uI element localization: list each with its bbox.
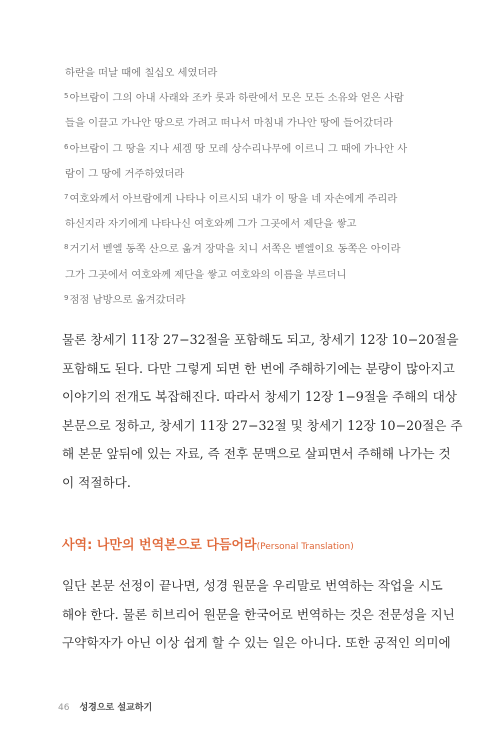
verse-text: 들을 이끌고 가나안 땅으로 가려고 떠나서 마침내 가나안 땅에 들어갔더라 <box>65 117 393 130</box>
book-title: 성경으로 설교하기 <box>79 703 153 713</box>
paragraph-line: 구약학자가 아닌 이상 쉽게 할 수 있는 일은 아니다. 또한 공적인 의미에 <box>62 635 451 651</box>
paragraph-line: 물론 창세기 11장 27−32절을 포함해도 되고, 창세기 12장 10−20절을 <box>62 332 459 347</box>
verse-text: 하란을 떠날 때에 칠십오 세였더라 <box>65 67 218 79</box>
paragraph-line: 포함해도 된다. 다만 그렇게 되면 한 번에 주해하기에는 분량이 많아지고 <box>62 360 455 376</box>
verse-number: 9 <box>64 293 69 302</box>
section-heading-english: (Personal Translation) <box>256 542 354 552</box>
verse-line <box>64 262 444 287</box>
verse-line <box>64 136 444 161</box>
paragraph-line: 이 적절하다. <box>62 474 131 490</box>
verse-line <box>64 236 444 261</box>
verse-number: 6 <box>64 142 69 151</box>
paragraph-line: 본문으로 정하고, 창세기 11장 27−32절 및 창세기 12장 10−20절은 주 <box>62 417 463 433</box>
paragraph-line: 해 본문 앞뒤에 있는 자료, 즉 전후 문맥으로 살피면서 주해해 나가는 것 <box>62 446 451 462</box>
paragraph-line: 해야 한다. 물론 히브리어 원문을 한국어로 번역하는 것은 전문성을 지닌 <box>62 606 455 622</box>
body-paragraph <box>62 326 463 498</box>
verse-line <box>64 85 444 110</box>
verse-line <box>64 161 444 186</box>
verse-text: 람이 그 땅에 거주하였더라 <box>65 167 185 180</box>
verse-line <box>64 110 444 135</box>
verse-text: 하신지라 자기에게 나타나신 여호와께 그가 그곳에서 제단을 쌓고 <box>65 218 357 231</box>
verse-text: 그가 그곳에서 여호와께 제단을 쌓고 여호와의 이름을 부르더니 <box>65 268 347 281</box>
paragraph-line: 이야기의 전개도 복잡해진다. 따라서 창세기 12장 1−9절을 주해의 대상 <box>62 389 457 405</box>
verse-line <box>64 287 444 312</box>
verse-line <box>64 60 444 85</box>
verse-line <box>64 211 444 236</box>
verse-number: 7 <box>64 193 69 202</box>
verse-number: 8 <box>64 243 69 252</box>
section-heading <box>62 534 354 553</box>
paragraph-line: 일단 본문 선정이 끝나면, 성경 원문을 우리말로 번역하는 작업을 시도 <box>62 578 443 593</box>
verse-line <box>64 186 444 211</box>
page-number: 46 <box>58 703 70 713</box>
verse-text: 아브람이 그의 아내 사래와 조카 롯과 하란에서 모은 모든 소유와 얻은 사람 <box>69 92 404 105</box>
page-footer <box>58 700 152 713</box>
verse-text: 점점 남방으로 옮겨갔더라 <box>69 293 186 306</box>
verse-text: 아브람이 그 땅을 지나 세겜 땅 모레 상수리나무에 이르니 그 때에 가나안 사 <box>69 142 408 155</box>
verse-number: 5 <box>64 92 69 101</box>
body-paragraph <box>62 572 455 658</box>
verse-text: 거기서 벧엘 동쪽 산으로 옮겨 장막을 치니 서쪽은 벧엘이요 동쪽은 아이라 <box>69 243 401 256</box>
verse-text: 여호와께서 아브람에게 나타나 이르시되 내가 이 땅을 네 자손에게 주리라 <box>69 193 398 206</box>
section-heading-korean: 사역: 나만의 번역본으로 다듬어라 <box>62 538 257 553</box>
scripture-quote <box>64 60 444 312</box>
